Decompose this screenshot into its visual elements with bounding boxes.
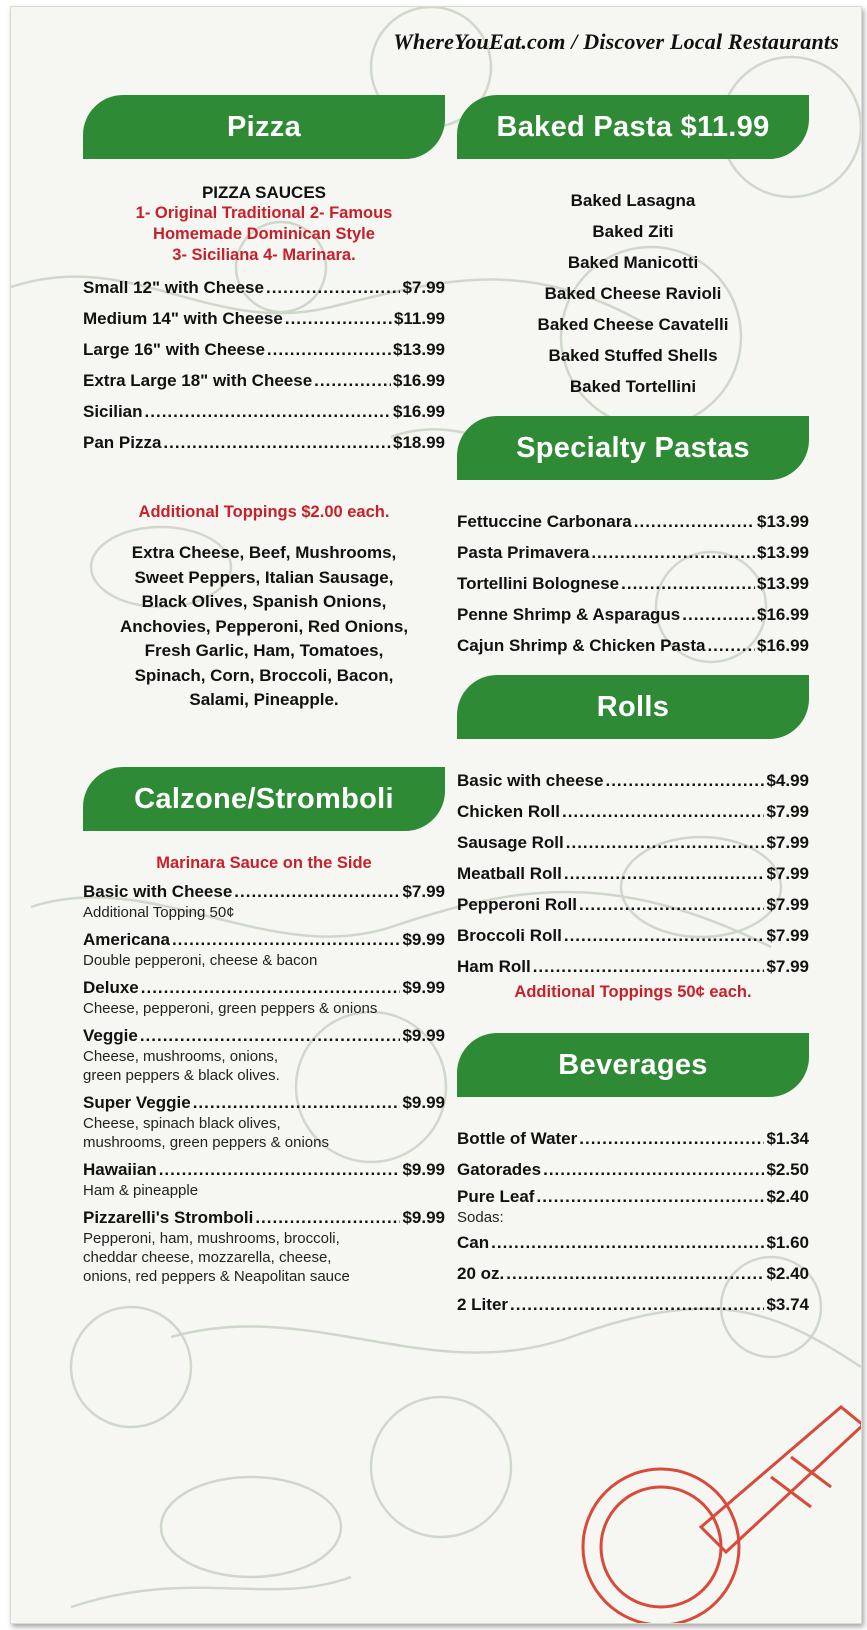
menu-row: [457, 506, 809, 537]
item-price: $7.99: [766, 802, 809, 821]
menu-row: [83, 303, 445, 334]
item-name: Pepperoni Roll: [457, 895, 577, 914]
menu-row: [457, 889, 809, 920]
menu-row: [457, 537, 809, 568]
item-description: cheddar cheese, mozzarella, cheese,: [83, 1248, 332, 1266]
menu-row: [83, 427, 445, 458]
list-item: Baked Tortellini: [569, 377, 697, 396]
item-description: Cheese, spinach black olives,: [83, 1114, 281, 1132]
item-name: Sausage Roll: [457, 833, 564, 852]
item-name: Extra Large 18" with Cheese: [83, 371, 313, 390]
item-name: Pizzarelli's Stromboli: [83, 1207, 254, 1227]
item-name: Basic with cheese: [457, 771, 604, 790]
menu-row: [457, 1123, 809, 1154]
item-price: $7.99: [766, 895, 809, 914]
menu-row: [83, 334, 445, 365]
item-name: Large 16" with Cheese: [83, 340, 265, 359]
item-price: $16.99: [757, 636, 809, 655]
beverages-banner: Beverages: [457, 1033, 809, 1097]
toppings-line: Extra Cheese, Beef, Mushrooms,: [131, 543, 397, 562]
item-price: $1.60: [766, 1233, 809, 1252]
baked-pasta-list: [457, 185, 809, 402]
item-price: $9.99: [402, 929, 445, 949]
list-item: [83, 928, 445, 970]
calzone-banner: Calzone/Stromboli: [83, 767, 445, 831]
menu-row: [83, 976, 445, 999]
item-name: Hawaiian: [83, 1159, 157, 1179]
menu-row: [457, 951, 809, 982]
item-description: Double pepperoni, cheese & bacon: [83, 951, 318, 969]
pizza-cutter-icon: [583, 1407, 862, 1624]
calzone-note: Marinara Sauce on the Side: [156, 853, 372, 872]
item-name: Pan Pizza: [83, 433, 162, 452]
item-price: $7.99: [402, 881, 445, 901]
list-item: Baked Stuffed Shells: [548, 346, 718, 365]
sodas-label: Sodas:: [457, 1209, 504, 1226]
item-name: Deluxe: [83, 977, 139, 997]
item-price: $2.40: [766, 1264, 809, 1283]
item-price: $9.99: [402, 1092, 445, 1112]
menu-row: [457, 1289, 809, 1320]
item-name: Ham Roll: [457, 957, 531, 976]
item-price: $16.99: [393, 371, 445, 390]
item-price: $1.34: [766, 1129, 809, 1148]
menu-row: [457, 1227, 809, 1258]
site-header: WhereYouEat.com / Discover Local Restaurants: [393, 29, 839, 54]
item-name: Tortellini Bolognese: [457, 574, 620, 593]
menu-row: [83, 1158, 445, 1181]
pizza-price-list: [83, 272, 445, 458]
menu-row: [457, 1258, 809, 1289]
item-price: $2.40: [766, 1187, 809, 1206]
menu-row: [457, 1185, 809, 1209]
right-column: [457, 95, 809, 1320]
item-price: $9.99: [402, 1207, 445, 1227]
item-name: Pure Leaf: [457, 1187, 535, 1206]
item-name: Pasta Primavera: [457, 543, 590, 562]
item-price: $4.99: [766, 771, 809, 790]
list-item: [83, 976, 445, 1018]
toppings-line: Sweet Peppers, Italian Sausage,: [134, 567, 394, 587]
menu-row: [457, 827, 809, 858]
item-price: $7.99: [402, 278, 445, 297]
pizza-sauces-title: PIZZA SAUCES: [201, 183, 327, 202]
item-price: $7.99: [766, 957, 809, 976]
item-name: Can: [457, 1233, 490, 1252]
item-price: $13.99: [757, 574, 809, 593]
item-name: Sicilian: [83, 402, 143, 421]
item-name: Small 12" with Cheese: [83, 278, 264, 297]
pizza-banner: Pizza: [83, 95, 445, 159]
item-description: Cheese, pepperoni, green peppers & onions: [83, 999, 378, 1017]
item-description: onions, red peppers & Neapolitan sauce: [83, 1267, 350, 1285]
list-item: Baked Cheese Cavatelli: [537, 315, 729, 334]
list-item: [83, 1091, 445, 1152]
rolls-banner: Rolls: [457, 675, 809, 739]
list-item: Baked Manicotti: [567, 253, 699, 272]
toppings-line: Black Olives, Spanish Onions,: [141, 592, 387, 611]
menu-row: [83, 1091, 445, 1114]
item-name: 2 Liter: [457, 1295, 509, 1314]
item-name: Broccoli Roll: [457, 926, 562, 945]
menu-row: [83, 1024, 445, 1047]
item-price: $2.50: [766, 1160, 809, 1179]
menu-row: [457, 920, 809, 951]
item-price: $13.99: [757, 543, 809, 562]
item-price: $7.99: [766, 926, 809, 945]
list-item: [83, 1024, 445, 1085]
menu-row: [83, 928, 445, 951]
pizza-sauces-line: 1- Original Traditional 2- Famous: [135, 204, 393, 222]
item-name: Medium 14" with Cheese: [83, 309, 283, 328]
pizza-toppings-list: [83, 541, 445, 713]
list-item: [83, 1206, 445, 1286]
rolls-list: [457, 765, 809, 982]
item-price: $13.99: [393, 340, 445, 359]
item-name: Chicken Roll: [457, 802, 560, 821]
item-price: $18.99: [393, 433, 445, 452]
item-name: Gatorades: [457, 1160, 542, 1179]
item-name: 20 oz.: [457, 1264, 505, 1283]
item-price: $3.74: [766, 1295, 809, 1314]
menu-row: [457, 630, 809, 661]
list-item: Baked Ziti: [592, 222, 674, 241]
item-price: $7.99: [766, 864, 809, 883]
toppings-line: Anchovies, Pepperoni, Red Onions,: [119, 616, 409, 636]
pizza-sauces-line: 3- Siciliana 4- Marinara.: [172, 246, 356, 264]
menu-row: [457, 765, 809, 796]
toppings-line: Salami, Pineapple.: [189, 690, 339, 709]
item-price: $16.99: [393, 402, 445, 421]
menu-row: [83, 880, 445, 903]
item-name: Basic with Cheese: [83, 881, 233, 901]
item-description: Pepperoni, ham, mushrooms, broccoli,: [83, 1229, 340, 1247]
pizza-sauces-line: Homemade Dominican Style: [153, 225, 375, 243]
item-description: Ham & pineapple: [83, 1181, 199, 1199]
item-price: $16.99: [757, 605, 809, 624]
menu-row: [457, 858, 809, 889]
specialty-pastas-banner: Specialty Pastas: [457, 416, 809, 480]
item-name: Americana: [83, 929, 170, 949]
item-price: $13.99: [757, 512, 809, 531]
menu-row: [457, 568, 809, 599]
toppings-line: Spinach, Corn, Broccoli, Bacon,: [134, 665, 394, 685]
pizza-toppings-note: Additional Toppings $2.00 each.: [138, 503, 390, 521]
list-item: Baked Lasagna: [570, 191, 696, 210]
menu-row: [457, 599, 809, 630]
menu-row: [83, 396, 445, 427]
item-description: Cheese, mushrooms, onions,: [83, 1047, 279, 1065]
menu-card: [10, 6, 862, 1624]
list-item: [83, 880, 445, 922]
item-description: mushrooms, green peppers & onions: [83, 1133, 329, 1151]
item-name: Bottle of Water: [457, 1129, 578, 1148]
list-item: [83, 1158, 445, 1200]
toppings-line: Fresh Garlic, Ham, Tomatoes,: [144, 641, 384, 660]
item-name: Veggie: [83, 1025, 138, 1045]
rolls-toppings-note: Additional Toppings 50¢ each.: [514, 983, 752, 1001]
calzone-list: [83, 880, 445, 1286]
menu-row: [83, 365, 445, 396]
item-price: $7.99: [766, 833, 809, 852]
item-name: Meatball Roll: [457, 864, 562, 883]
menu-row: [83, 1206, 445, 1229]
specialty-pastas-list: [457, 506, 809, 661]
item-name: Super Veggie: [83, 1092, 191, 1112]
item-price: $9.99: [402, 977, 445, 997]
item-name: Penne Shrimp & Asparagus: [457, 605, 681, 624]
item-description: green peppers & black olives.: [83, 1066, 280, 1084]
item-name: Fettuccine Carbonara: [457, 512, 632, 531]
menu-row: [457, 796, 809, 827]
list-item: Baked Cheese Ravioli: [544, 284, 722, 303]
menu-row: [457, 1154, 809, 1185]
baked-pasta-banner: Baked Pasta $11.99: [457, 95, 809, 159]
menu-row: [83, 272, 445, 303]
beverages-list: [457, 1123, 809, 1320]
item-price: $9.99: [402, 1025, 445, 1045]
item-price: $11.99: [393, 309, 445, 328]
item-description: Additional Topping 50¢: [83, 903, 235, 921]
left-column: [83, 95, 445, 1292]
item-price: $9.99: [402, 1159, 445, 1179]
item-name: Cajun Shrimp & Chicken Pasta: [457, 636, 706, 655]
